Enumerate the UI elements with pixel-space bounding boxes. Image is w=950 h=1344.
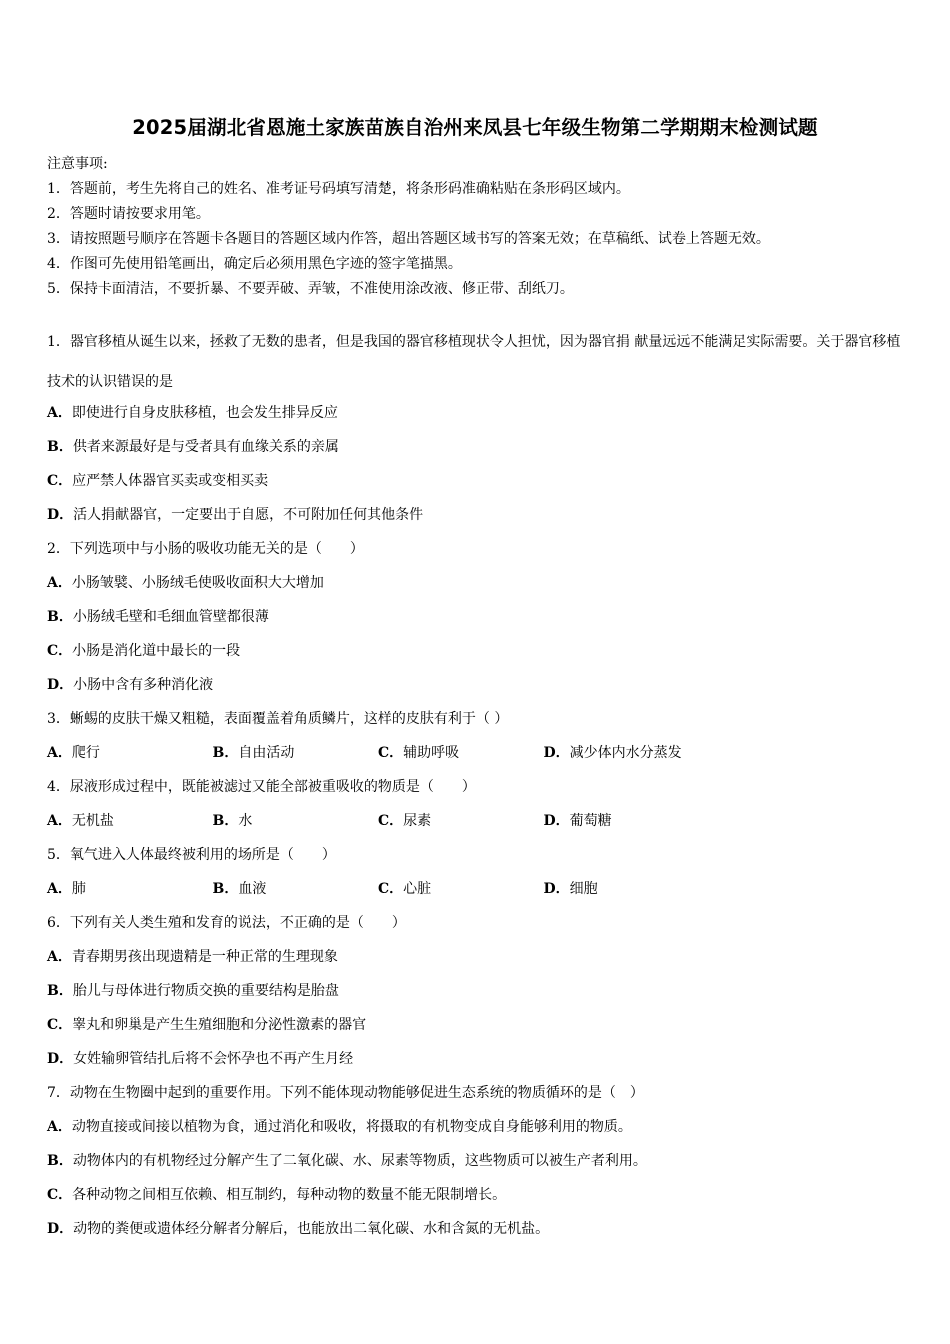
option-letter: A． <box>47 1119 72 1135</box>
question-5-option-c <box>378 872 544 906</box>
page-title: 2025届湖北省恩施土家族苗族自治州来凤县七年级生物第二学期期末检测试题 <box>132 116 818 139</box>
notice-section <box>47 152 927 302</box>
question-6-option-a <box>47 940 907 974</box>
option-text: 减少体内水分蒸发 <box>569 745 682 761</box>
question-1-stem: 1．器官移植从诞生以来，拯救了无数的患者，但是我国的器官移植现状令人担忧，因为器官捐 献量远远不能满足实际需要。关于器官移植技术的认识错误的是 <box>47 334 901 390</box>
option-letter: D． <box>47 507 74 523</box>
option-letter: B． <box>212 813 239 829</box>
option-letter: B． <box>212 881 239 897</box>
question-6-option-b <box>47 974 907 1008</box>
option-text: 各种动物之间相互依赖、相互制约，每种动物的数量不能无限制增长。 <box>72 1187 507 1203</box>
question-2-option-a <box>47 566 907 600</box>
question-7-stem: 7．动物在生物圈中起到的重要作用。下列不能体现动物能够促进生态系统的物质循环的是（ ） <box>47 1085 644 1101</box>
option-letter: C． <box>47 643 73 659</box>
notice-item: 4．作图可先使用铅笔画出，确定后必须用黑色字迹的签字笔描黑。 <box>47 256 462 272</box>
option-letter: A． <box>47 575 72 591</box>
question-3-option-d <box>544 736 710 770</box>
option-text: 小肠绒毛壁和毛细血管壁都很薄 <box>72 609 269 625</box>
question-3-stem: 3．蜥蜴的皮肤干燥又粗糙，表面覆盖着角质鳞片，这样的皮肤有利于（ ） <box>47 711 509 727</box>
option-letter: B． <box>47 1153 73 1169</box>
option-letter: A． <box>47 881 72 897</box>
notice-item: 5．保持卡面清洁，不要折暴、不要弄破、弄皱，不准使用涂改液、修正带、刮纸刀。 <box>47 281 574 297</box>
option-letter: B． <box>212 745 239 761</box>
question-1-option-c <box>47 464 907 498</box>
option-letter: B． <box>47 983 73 999</box>
option-letter: C． <box>378 745 404 761</box>
question-1-option-b <box>47 430 907 464</box>
question-5-options <box>47 872 907 906</box>
option-text: 水 <box>238 813 253 829</box>
question-2-option-b <box>47 600 907 634</box>
option-letter: D． <box>47 1051 74 1067</box>
question-6-option-d <box>47 1042 907 1076</box>
option-text: 供者来源最好是与受者具有血缘关系的亲属 <box>72 439 339 455</box>
question-2-option-d <box>47 668 907 702</box>
question-4-option-d <box>544 804 710 838</box>
option-letter: A． <box>47 813 72 829</box>
question-4-option-a <box>47 804 213 838</box>
option-text: 小肠皱襞、小肠绒毛使吸收面积大大增加 <box>71 575 324 591</box>
question-1-option-d <box>47 498 907 532</box>
option-text: 爬行 <box>71 745 100 761</box>
question-5-stem: 5．氧气进入人体最终被利用的场所是（ ） <box>47 847 336 863</box>
option-text: 应严禁人体器官买卖或变相买卖 <box>72 473 269 489</box>
option-text: 肺 <box>71 881 86 897</box>
option-letter: C． <box>378 881 404 897</box>
option-letter: A． <box>47 405 72 421</box>
notice-item: 1．答题前，考生先将自己的姓名、准考证号码填写清楚，将条形码准确粘贴在条形码区域内。 <box>47 181 630 197</box>
question-2-stem: 2．下列选项中与小肠的吸收功能无关的是（ ） <box>47 541 364 557</box>
option-text: 心脏 <box>403 881 432 897</box>
question-7-option-a <box>47 1110 907 1144</box>
option-text: 尿素 <box>403 813 432 829</box>
option-text: 葡萄糖 <box>569 813 612 829</box>
question-7-option-b <box>47 1144 907 1178</box>
option-text: 胎儿与母体进行物质交换的重要结构是胎盘 <box>72 983 339 999</box>
question-7-option-c <box>47 1178 907 1212</box>
option-letter: D． <box>47 677 74 693</box>
question-2-option-c <box>47 634 907 668</box>
notice-item: 2．答题时请按要求用笔。 <box>47 206 210 222</box>
question-5-option-a <box>47 872 213 906</box>
question-3-option-b <box>213 736 379 770</box>
question-4-option-b <box>213 804 379 838</box>
question-3-options <box>47 736 907 770</box>
option-text: 睾丸和卵巢是产生生殖细胞和分泌性激素的器官 <box>72 1017 367 1033</box>
question-1-option-a <box>47 396 907 430</box>
question-6-stem: 6．下列有关人类生殖和发育的说法，不正确的是（ ） <box>47 915 406 931</box>
option-text: 辅助呼吸 <box>403 745 460 761</box>
option-text: 小肠中含有多种消化液 <box>73 677 214 693</box>
option-letter: C． <box>47 1017 73 1033</box>
notice-item: 3．请按照题号顺序在答题卡各题目的答题区域内作答，超出答题区域书写的答案无效；在草稿纸、试卷上答题无效。 <box>47 231 770 247</box>
option-letter: D． <box>543 745 570 761</box>
option-text: 女姓输卵管结扎后将不会怀孕也不再产生月经 <box>73 1051 354 1067</box>
option-text: 活人捐献器官，一定要出于自愿，不可附加任何其他条件 <box>73 507 424 523</box>
option-letter: D． <box>47 1221 74 1237</box>
option-text: 动物体内的有机物经过分解产生了二氧化碳、水、尿素等物质，这些物质可以被生产者利用。 <box>72 1153 647 1169</box>
question-4-option-c <box>378 804 544 838</box>
option-text: 自由活动 <box>238 745 295 761</box>
notice-heading: 注意事项: <box>47 156 108 172</box>
option-text: 血液 <box>238 881 267 897</box>
option-text: 即使进行自身皮肤移植，也会发生排异反应 <box>71 405 338 421</box>
option-text: 动物的粪便或遗体经分解者分解后，也能放出二氧化碳、水和含氮的无机盐。 <box>73 1221 550 1237</box>
question-7-option-d <box>47 1212 907 1246</box>
option-text: 无机盐 <box>71 813 114 829</box>
option-letter: C． <box>47 1187 73 1203</box>
option-letter: C． <box>47 473 73 489</box>
questions-section <box>47 322 907 1246</box>
option-text: 细胞 <box>569 881 598 897</box>
question-4-options <box>47 804 907 838</box>
option-letter: D． <box>543 813 570 829</box>
question-5-option-b <box>213 872 379 906</box>
question-3-option-c <box>378 736 544 770</box>
option-letter: B． <box>47 439 73 455</box>
option-letter: B． <box>47 609 73 625</box>
option-letter: A． <box>47 949 72 965</box>
question-6-option-c <box>47 1008 907 1042</box>
option-letter: D． <box>543 881 570 897</box>
option-letter: A． <box>47 745 72 761</box>
option-text: 青春期男孩出现遗精是一种正常的生理现象 <box>71 949 338 965</box>
question-4-stem: 4．尿液形成过程中，既能被滤过又能全部被重吸收的物质是（ ） <box>47 779 476 795</box>
question-5-option-d <box>544 872 710 906</box>
option-letter: C． <box>378 813 404 829</box>
option-text: 动物直接或间接以植物为食，通过消化和吸收，将摄取的有机物变成自身能够利用的物质。 <box>71 1119 632 1135</box>
question-3-option-a <box>47 736 213 770</box>
option-text: 小肠是消化道中最长的一段 <box>72 643 241 659</box>
